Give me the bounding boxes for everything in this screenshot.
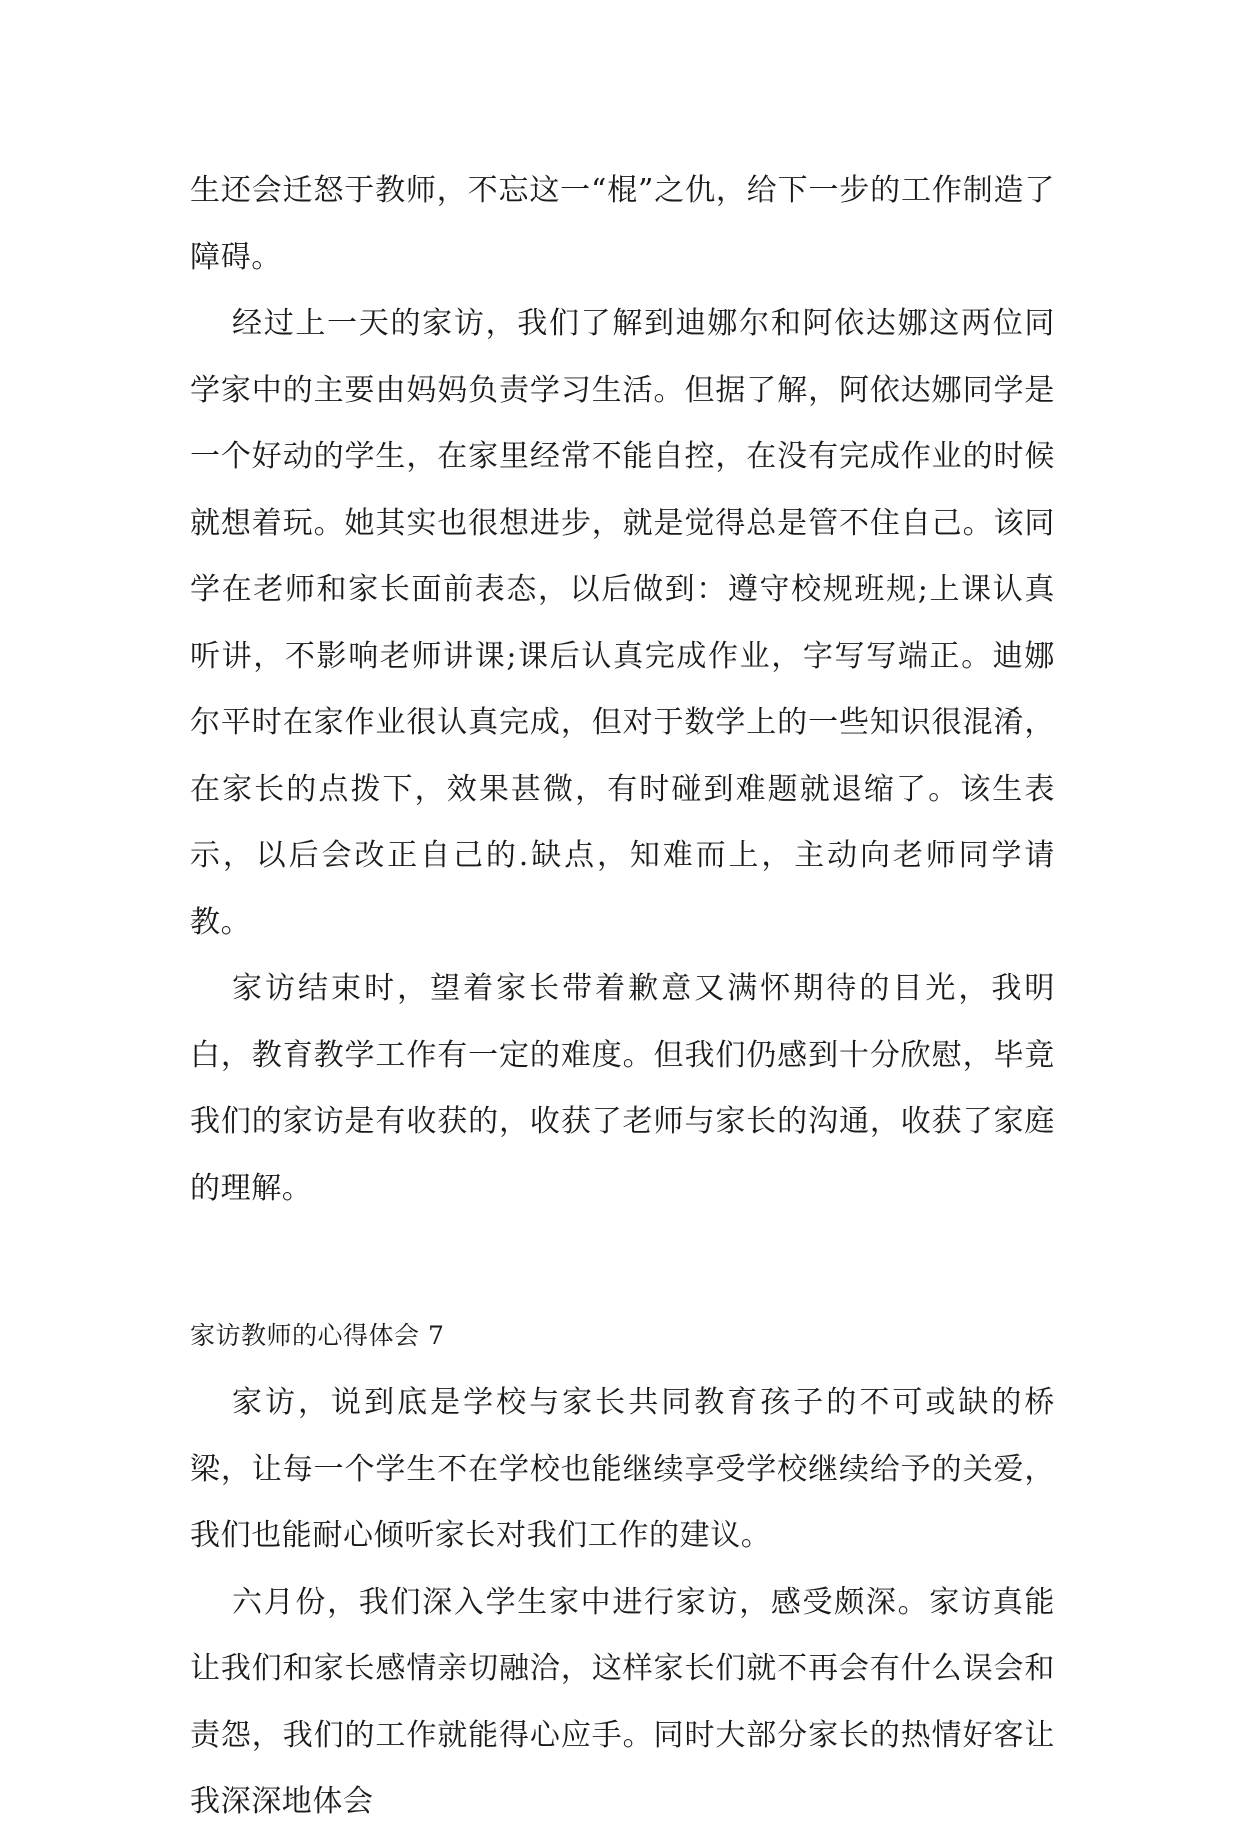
section-spacer [190, 1222, 1055, 1316]
document-body [190, 158, 1055, 1836]
paragraph-home-visit-bridge: 家访，说到底是学校与家长共同教育孩子的不可或缺的桥梁，让每一个学生不在学校也能继续享受学校继续给予的关爱，我们也能耐心倾听家长对我们工作的建议。 [190, 1385, 1055, 1553]
paragraph-home-visit-findings: 经过上一天的家访，我们了解到迪娜尔和阿依达娜这两位同学家中的主要由妈妈负责学习生活。但据了解，阿依达娜同学是一个好动的学生，在家里经常不能自控，在没有完成作业的时候就想着玩。她其实也很想进步，就是觉得总是管不住自己。该同学在老师和家长面前表态，以后做到：遵守校规班规;上课认真听讲，不影响老师讲课;课后认真完成作业，字写写端正。迪娜尔平时在家作业很认真完成，但对于数学上的一些知识很混淆，在家长的点拨下，效果甚微，有时碰到难题就退缩了。该生表示，以后会改正自己的.缺点，知难而上，主动向老师同学请教。 [190, 306, 1055, 940]
paragraph-continuation: 生还会迁怒于教师，不忘这一“棍”之仇，给下一步的工作制造了障碍。 [190, 173, 1055, 275]
paragraph-visit-conclusion: 家访结束时，望着家长带着歉意又满怀期待的目光，我明白，教育教学工作有一定的难度。但我们仍感到十分欣慰，毕竟我们的家访是有收获的，收获了老师与家长的沟通，收获了家庭的理解。 [190, 971, 1055, 1206]
section-heading: 家访教师的心得体会 7 [190, 1321, 445, 1350]
paragraph-june-visits: 六月份，我们深入学生家中进行家访，感受颇深。家访真能让我们和家长感情亲切融洽，这样家长们就不再会有什么误会和责怨，我们的工作就能得心应手。同时大部分家长的热情好客让我深深地体会 [190, 1584, 1055, 1819]
heading-spacer [190, 1356, 1055, 1370]
